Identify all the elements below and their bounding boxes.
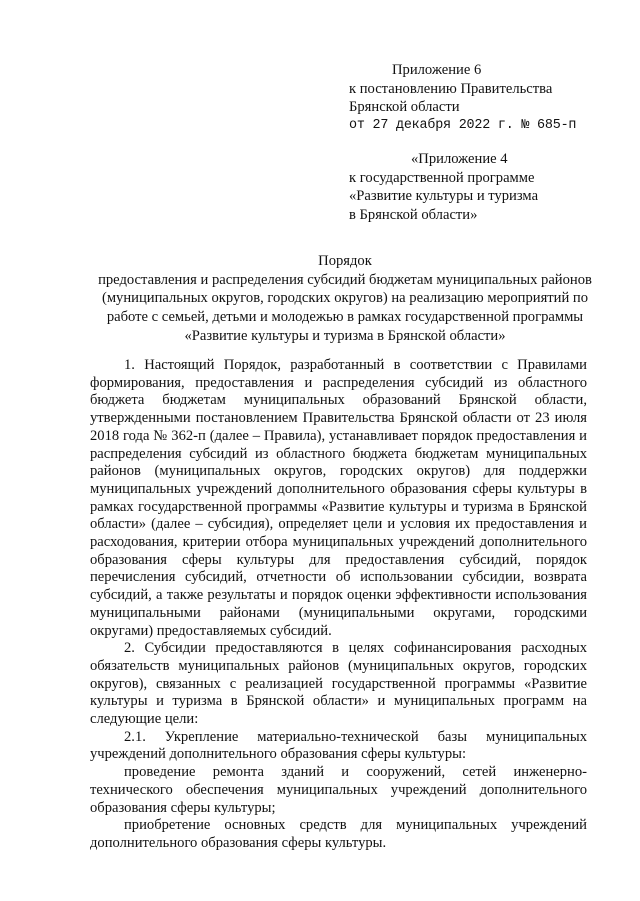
previous-appendix-region-line: в Брянской области» — [349, 206, 478, 223]
document-body — [90, 357, 587, 853]
paragraph-equipment: приобретение основных средств для муниципальных учреждений дополнительного образования сферы культуры. — [90, 817, 587, 851]
title-heading: Порядок — [318, 253, 372, 269]
paragraph-2-1: 2.1. Укрепление материально-технической базы муниципальных учреждений дополнительного образования сферы культуры: — [90, 728, 587, 763]
previous-appendix-number: «Приложение 4 — [411, 151, 508, 167]
paragraph-repair: проведение ремонта зданий и сооружений, сетей инженерно-технического обеспечения муниципальных учреждений дополнительного образования сферы культуры; — [90, 764, 587, 816]
paragraph-2: 2. Субсидии предоставляются в целях софинансирования расходных обязательств муниципальных районов (муниципальных округов, городских округов), связанных с реализацией государственной программы «Развитие культуры и туризма в Брянской области» и муниципальных программ на следующие цели: — [90, 640, 587, 728]
appendix-number: Приложение 6 — [392, 62, 482, 78]
previous-appendix-header — [349, 150, 629, 224]
appendix-region-line: Брянской области — [349, 99, 460, 115]
document-title — [95, 252, 595, 346]
appendix-date-stamp: от 27 декабря 2022 г. № 685-п — [349, 117, 577, 133]
paragraph-1: 1. Настоящий Порядок, разработанный в соответствии с Правилами формирования, предоставления и распределения субсидий из областного бюджета бюджетам муниципальных образований Брянской области, утвержденными постановлением Правительства Брянской области от 23 июля 2018 года № 362-п (далее – Правила), устанавливает порядок предоставления и распределения субсидий из областного бюджета бюджетам муниципальных районов (муниципальных округов, городских округов) для поддержки муниципальных учреждений дополнительного образования сферы культуры в рамках государственной программы «Развитие культуры и туризма в Брянской области» (далее – субсидия), определяет цели и условия их предоставления и расходования, критерии отбора муниципальных учреждений дополнительного образования сферы культуры для предоставления субсидий, порядок перечисления субсидий, отчетности об использовании субсидии, возврата субсидий, а также результаты и порядок оценки эффективности использования муниципальными районами (муниципальными округами, городскими округами) предоставляемых субсидий. — [90, 357, 587, 639]
appendix-resolution-line: к постановлению Правительства — [349, 80, 553, 97]
previous-appendix-program-name: «Развитие культуры и туризма — [349, 188, 539, 204]
appendix-header — [349, 61, 629, 135]
title-subtitle: предоставления и распределения субсидий бюджетам муниципальных районов (муниципальных округов, городских округов) на реализацию мероприятий по работе с семьей, детьми и молодежью в рамках государственной программы «Развитие культуры и туризма в Брянской области» — [98, 271, 592, 344]
previous-appendix-program-line: к государственной программе — [349, 169, 535, 186]
